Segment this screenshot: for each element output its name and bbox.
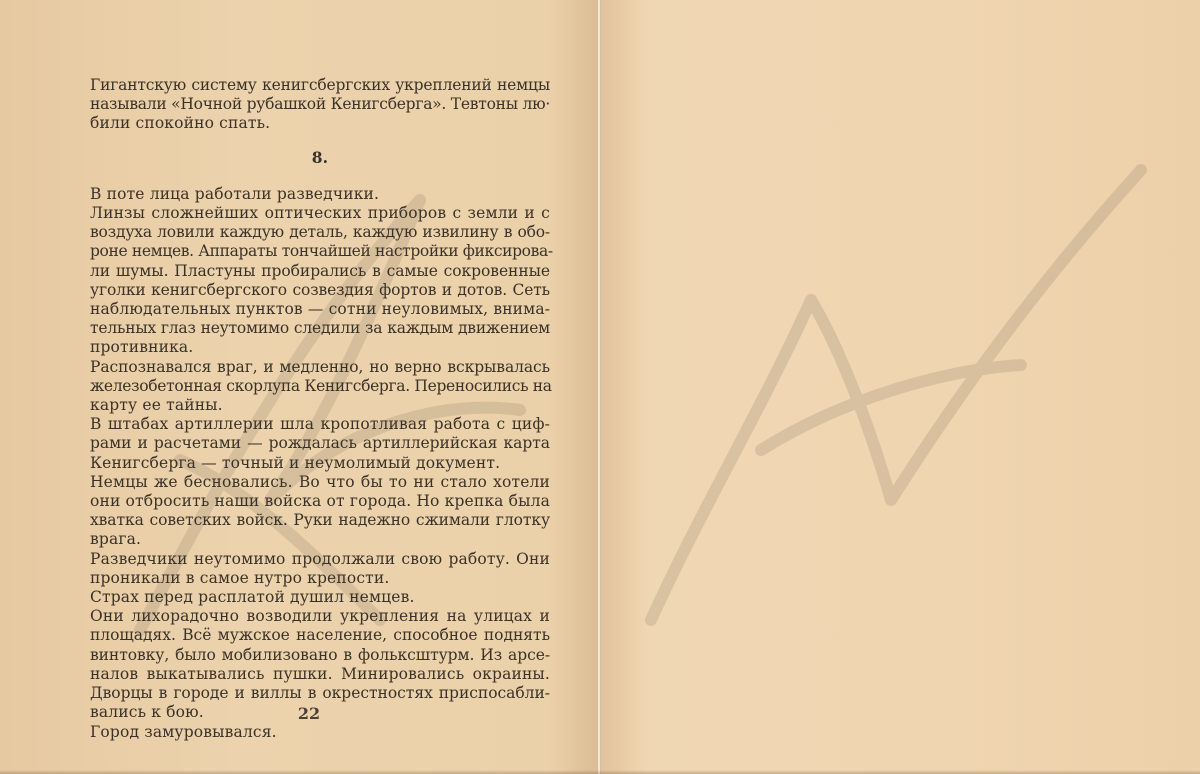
text-line: Дворцы в городе и виллы в окрестностях приспосабли- [90,684,550,703]
text-line: вались к бою. [90,703,204,722]
paragraph [90,723,550,742]
paragraph [90,185,550,204]
text-line: они отбросить наши войска от города. Но крепка была [90,492,550,511]
text-line: противника. [90,338,194,357]
text-line: площадях. Всё мужское население, способное поднять [90,626,550,645]
text-line: карту ее тайны. [90,396,223,415]
text-line: Линзы сложнейших оптических приборов с земли и с [90,204,550,223]
page-number: 22 [297,704,321,723]
text-line: тельных глаз неутомимо следили за каждым движением [90,319,550,338]
text-line: Город замуровывался. [90,722,277,741]
text-line: винтовку, было мобилизовано в фольксштурм. Из арсе- [90,645,550,664]
paragraph [90,76,550,134]
text-line: Немцы же бесновались. Во что бы то ни стало хотели [90,472,550,491]
section-spacer [90,134,550,148]
page-bottom-edge [0,770,1200,774]
text-line: Гигантскую систему кенигсбергских укреплений немцы [90,76,550,94]
paragraph [90,204,553,358]
text-line: налов выкатывались пушки. Минировались окраины. [90,664,550,683]
paragraph [90,473,550,550]
paragraph [90,415,550,473]
paragraph [90,588,550,607]
text-line: врага. [90,530,142,549]
text-line: уголки кенигсбергского созвездия фортов и дотов. Сеть [90,280,550,299]
text-line: В поте лица работали разведчики. [90,184,380,203]
watermark-monogram-icon [641,150,1161,630]
text-line: Распознавался враг, и медленно, но верно вскрывалась [90,357,550,376]
text-line: Разведчики неутомимо продолжали свою работу. Они [90,549,550,568]
text-line: Страх перед расплатой душил немцев. [90,588,415,607]
section-spacer [90,167,550,185]
text-line: воздуха ловили каждую деталь, каждую извилину в обо- [90,223,550,242]
text-line: В штабах артиллерии шла кропотливая работа с циф- [90,415,550,434]
text-line: хватка советских войск. Руки надежно сжимали глотку [90,511,550,530]
left-page [0,0,597,774]
text-line: называли «Ночной рубашкой Кенигсберга». Тевтоны лю· [90,95,550,114]
text-line: проникали в самое нутро крепости. [90,568,390,587]
text-line: Кенигсберга — точный и неумолимый документ. [90,453,501,472]
left-page-body [90,76,553,742]
text-line: рами и расчетами — рождалась артиллерийская карта [90,434,550,453]
text-line: железобетонная скорлупа Кенигсберга. Переносились на [90,376,552,395]
text-line: Они лихорадочно возводили укрепления на улицах и [90,607,550,626]
paragraph [90,358,550,416]
right-page [601,0,1200,774]
section-number: 8. [311,147,329,167]
text-line: били спокойно спать. [90,114,271,133]
text-line: наблюдательных пунктов — сотни неуловимых, внима- [90,300,551,319]
paragraph [90,550,550,588]
text-line: роне немцев. Аппараты тончайшей настройки фиксирова- [90,242,553,261]
text-line: ли шумы. Пластуны пробирались в самые сокровенные [90,261,550,280]
